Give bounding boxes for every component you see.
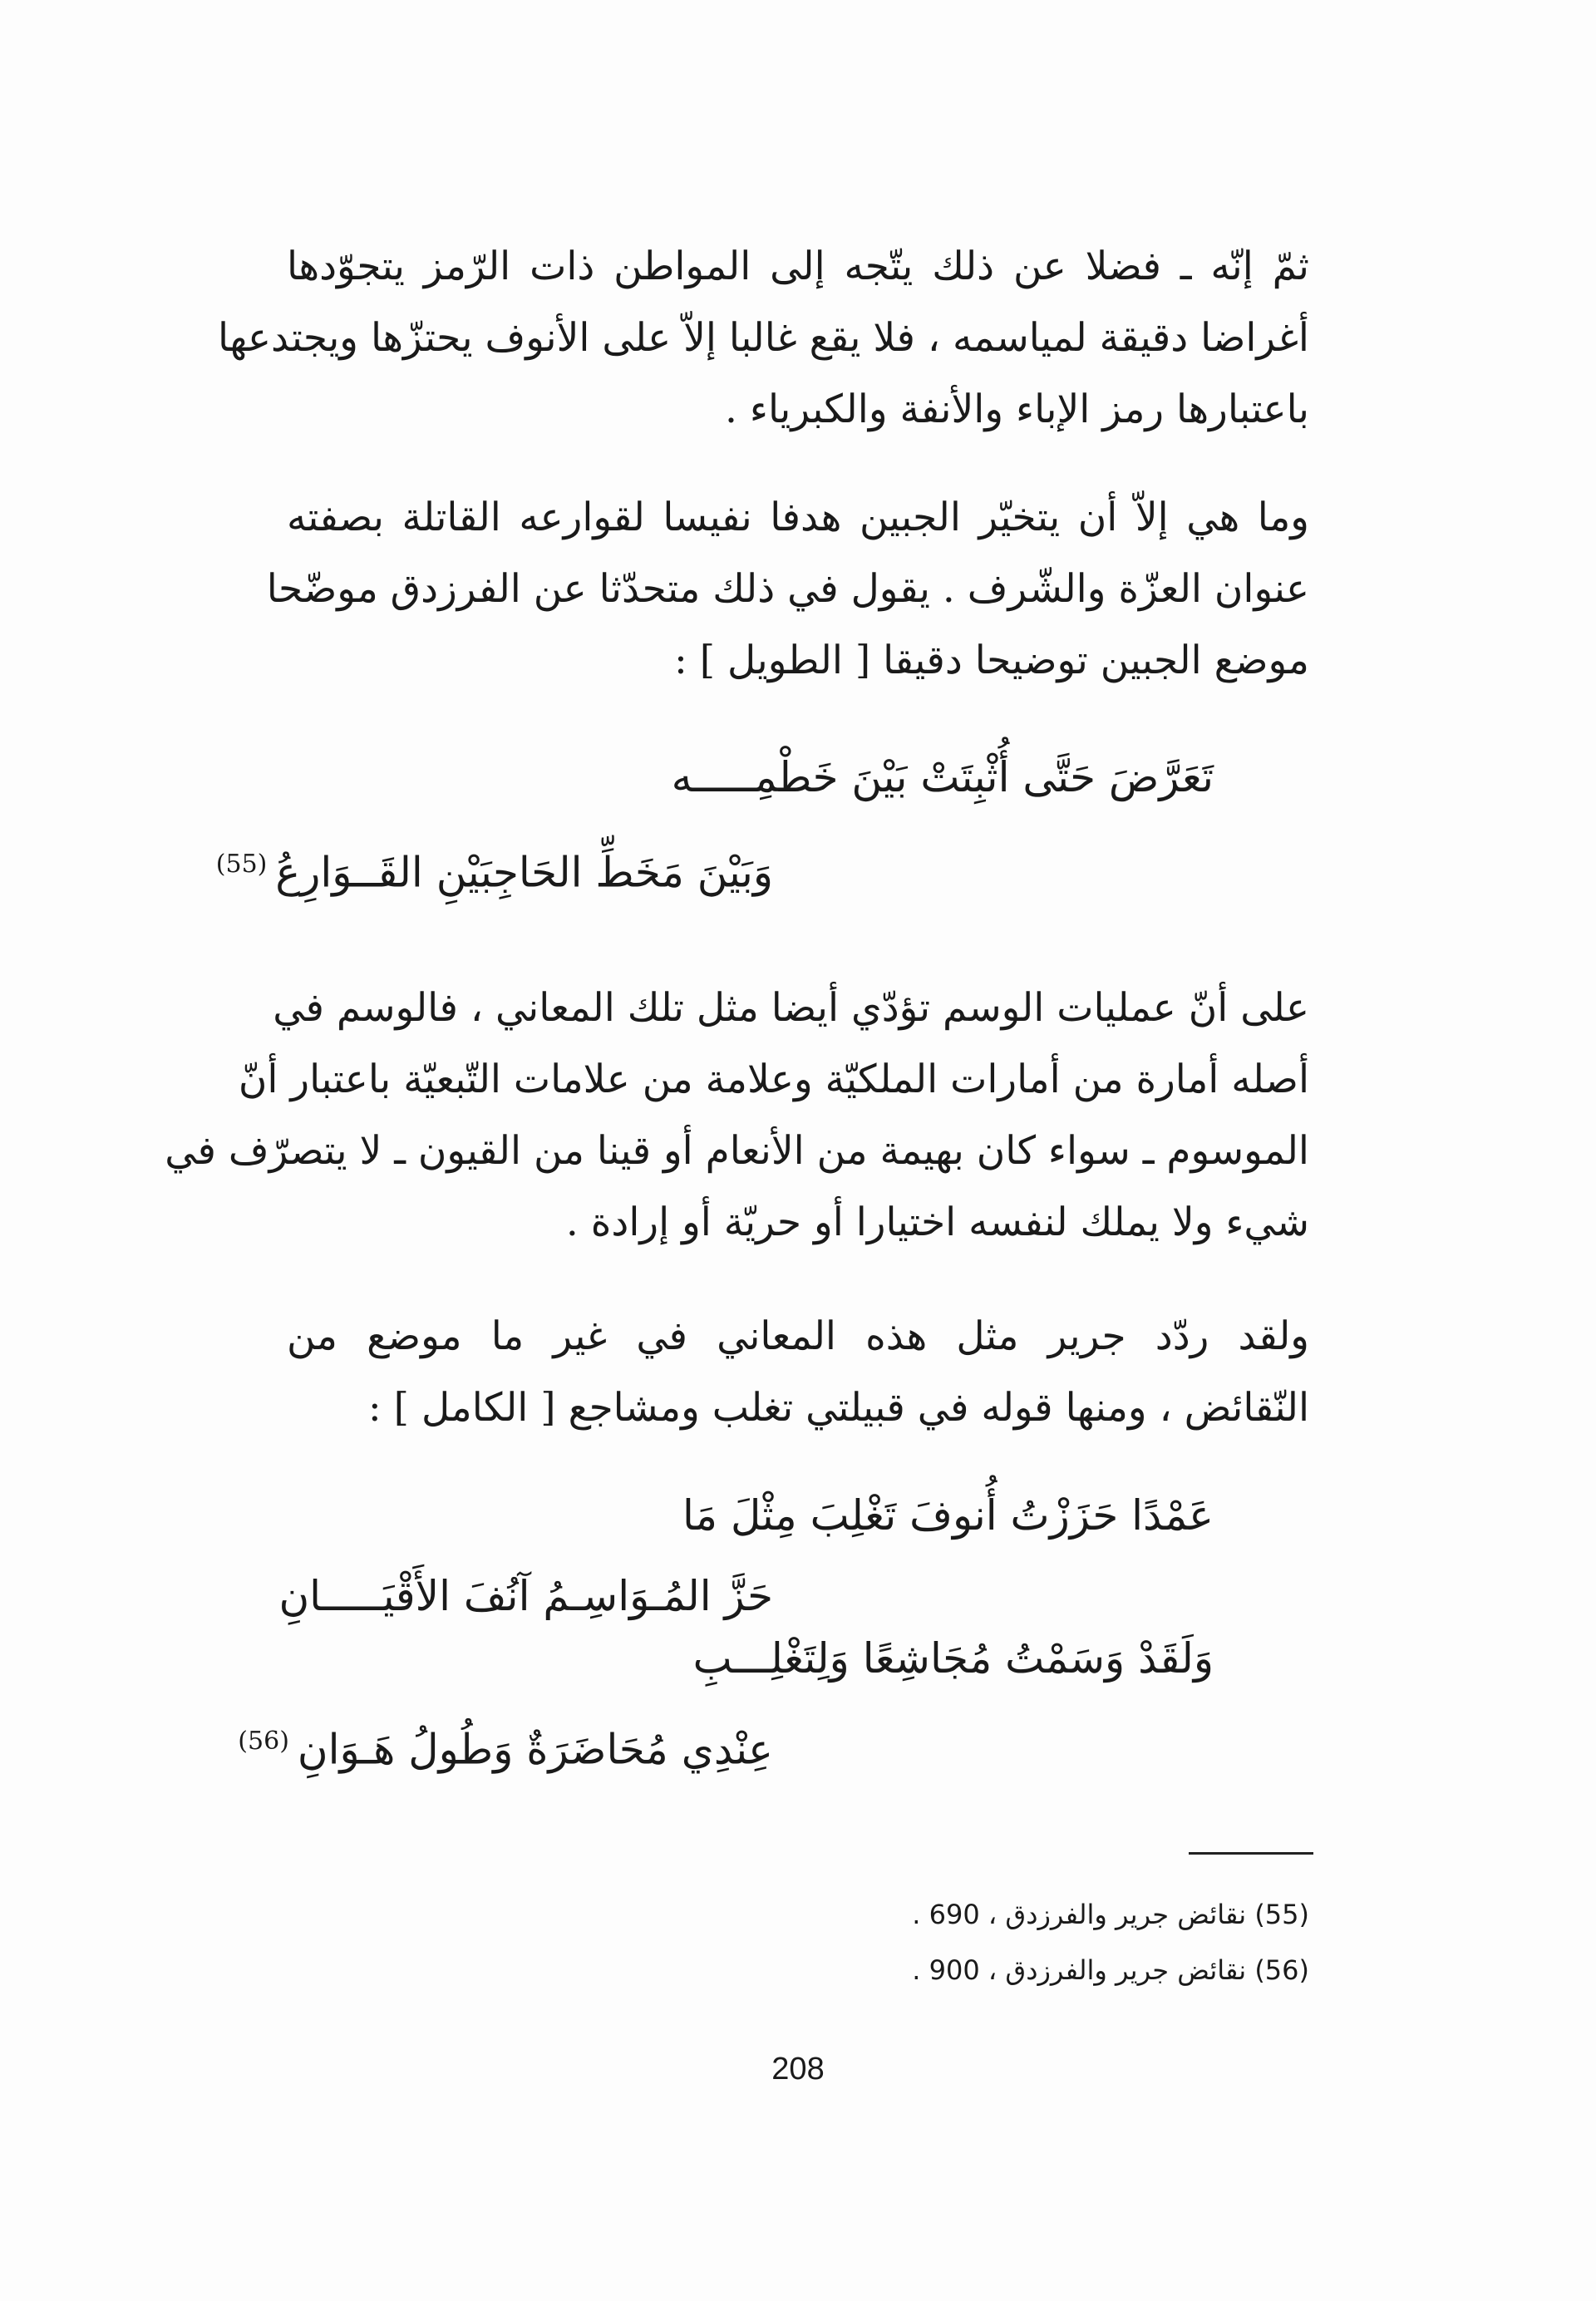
page-number: 208: [771, 2052, 825, 2087]
footnote-ref-56: (56): [238, 1727, 289, 1756]
paragraph-3-line-2: أصله أمارة من أمارات الملكيّة وعلامة من علامات التّبعيّة باعتبار أنّ: [238, 1057, 1309, 1102]
paragraph-1-line-1: ثمّ إنّه ـ فضلا عن ذلك يتّجه إلى المواطن ذات الرّمز يتجوّدها: [287, 244, 1309, 289]
paragraph-1-line-3: باعتبارها رمز الإباء والأنفة والكبرياء .: [724, 387, 1309, 432]
paragraph-3: [165, 973, 1309, 1259]
paragraph-1-line-2: أغراضا دقيقة لمياسمه ، فلا يقع غالبا إلاّ على الأنوف يحتزّها ويجتدعها: [218, 315, 1309, 361]
paragraph-3-line-3: الموسوم ـ سواء كان بهيمة من الأنعام أو قينا من القيون ـ لا يتصرّف في: [165, 1128, 1309, 1174]
verse-1-hemistich-2-text: وَبَيْنَ مَخَطِّ الحَاجِبَيْنِ القَــوَارِعُ: [275, 848, 773, 897]
footnote-separator: [1189, 1852, 1313, 1855]
paragraph-4-line-2: النّقائض ، ومنها قوله في قبيلتي تغلب ومشاجع [ الكامل ] :: [367, 1385, 1309, 1431]
verse-2-line-3: وَلَقَدْ وَسَمْتُ مُجَاشِعًا وَلِتَغْلِـــبِ: [692, 1634, 1214, 1683]
verse-2-line-1: عَمْدًا حَزَزْتُ أُنوفَ تَغْلِبَ مِثْلَ مَا: [682, 1491, 1214, 1540]
paragraph-3-line-1: على أنّ عمليات الوسم تؤدّي أيضا مثل تلك المعاني ، فالوسم في: [273, 985, 1309, 1031]
footnote-55: (55) نقائض جرير والفرزدق ، 690 .: [912, 1899, 1309, 1930]
paragraph-1: [218, 231, 1309, 446]
verse-1-hemistich-2: [216, 831, 773, 906]
verse-2-line-4: [238, 1708, 773, 1783]
paragraph-4-line-1: ولقد ردّد جرير مثل هذه المعاني في غير ما موضع من: [287, 1313, 1309, 1359]
paragraph-4: [287, 1301, 1309, 1444]
verse-2-line-4-text: عِنْدِي مُحَاضَرَةٌ وَطُولُ هَـوَانِ: [297, 1725, 773, 1774]
verse-1-hemistich-1: تَعَرَّضَ حَتَّى أُثْبِتَتْ بَيْنَ خَطْمِـــــه: [671, 753, 1214, 801]
paragraph-2-line-3: موضع الجبين توضيحا دقيقا [ الطويل ] :: [673, 638, 1309, 683]
footnote-ref-55: (55): [215, 850, 268, 879]
paragraph-2: [266, 482, 1309, 697]
paragraph-2-line-1: وما هي إلاّ أن يتخيّر الجبين هدفا نفيسا لقوارعه القاتلة بصفته: [287, 495, 1309, 540]
paragraph-3-line-4: شيء ولا يملك لنفسه اختيارا أو حريّة أو إرادة .: [565, 1200, 1309, 1245]
footnote-56: (56) نقائض جرير والفرزدق ، 900 .: [912, 1954, 1309, 1986]
verse-2-line-2: حَزَّ المُـوَاسِـمُ آنُفَ الأَقْيَـــــانِ: [278, 1572, 773, 1620]
paragraph-2-line-2: عنوان العزّة والشّرف . يقول في ذلك متحدّثا عن الفرزدق موضّحا: [266, 566, 1309, 612]
